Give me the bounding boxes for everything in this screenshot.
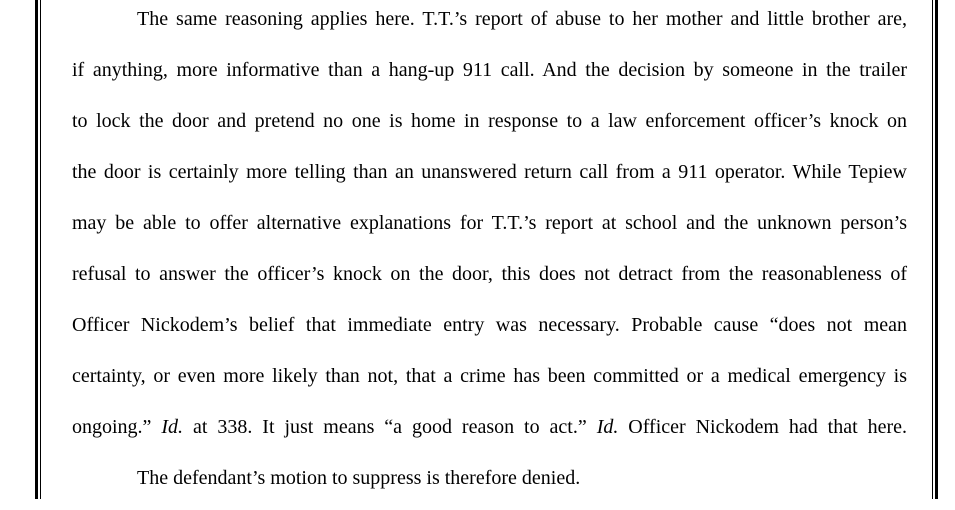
text-line: if anything, more informative than a hang-up 911 call. And the decision by someone in the trailer bbox=[72, 59, 907, 81]
text-fragment: at 338. It just means “a good reason to act.” bbox=[183, 416, 597, 438]
citation-id: Id. bbox=[161, 416, 184, 438]
citation-id: Id. bbox=[596, 416, 619, 438]
text-fragment: Officer Nickodem had that here. bbox=[618, 416, 908, 438]
text-line: to lock the door and pretend no one is home in response to a law enforcement officer’s knock on bbox=[72, 110, 907, 132]
text-line: certainty, or even more likely than not, that a crime has been committed or a medical emergency is bbox=[72, 365, 907, 387]
page-border-right-inner bbox=[932, 0, 933, 499]
text-fragment: ongoing.” bbox=[72, 416, 162, 438]
text-line-conclusion: The defendant’s motion to suppress is therefore denied. bbox=[137, 467, 581, 489]
page-border-left-outer bbox=[35, 0, 38, 499]
text-line: Officer Nickodem’s belief that immediate entry was necessary. Probable cause “does not mean bbox=[72, 314, 907, 336]
page-border-right-outer bbox=[935, 0, 938, 499]
text-line-citation bbox=[72, 402, 907, 453]
page-border-left-inner bbox=[40, 0, 41, 499]
document-body bbox=[72, 0, 907, 510]
text-line: may be able to offer alternative explanations for T.T.’s report at school and the unknown person’s bbox=[72, 212, 907, 234]
text-line: The same reasoning applies here. T.T.’s report of abuse to her mother and little brother are, bbox=[137, 8, 907, 30]
text-line: refusal to answer the officer’s knock on the door, this does not detract from the reasonableness of bbox=[72, 263, 907, 285]
text-line: the door is certainly more telling than an unanswered return call from a 911 operator. While Tepiew bbox=[72, 161, 907, 183]
